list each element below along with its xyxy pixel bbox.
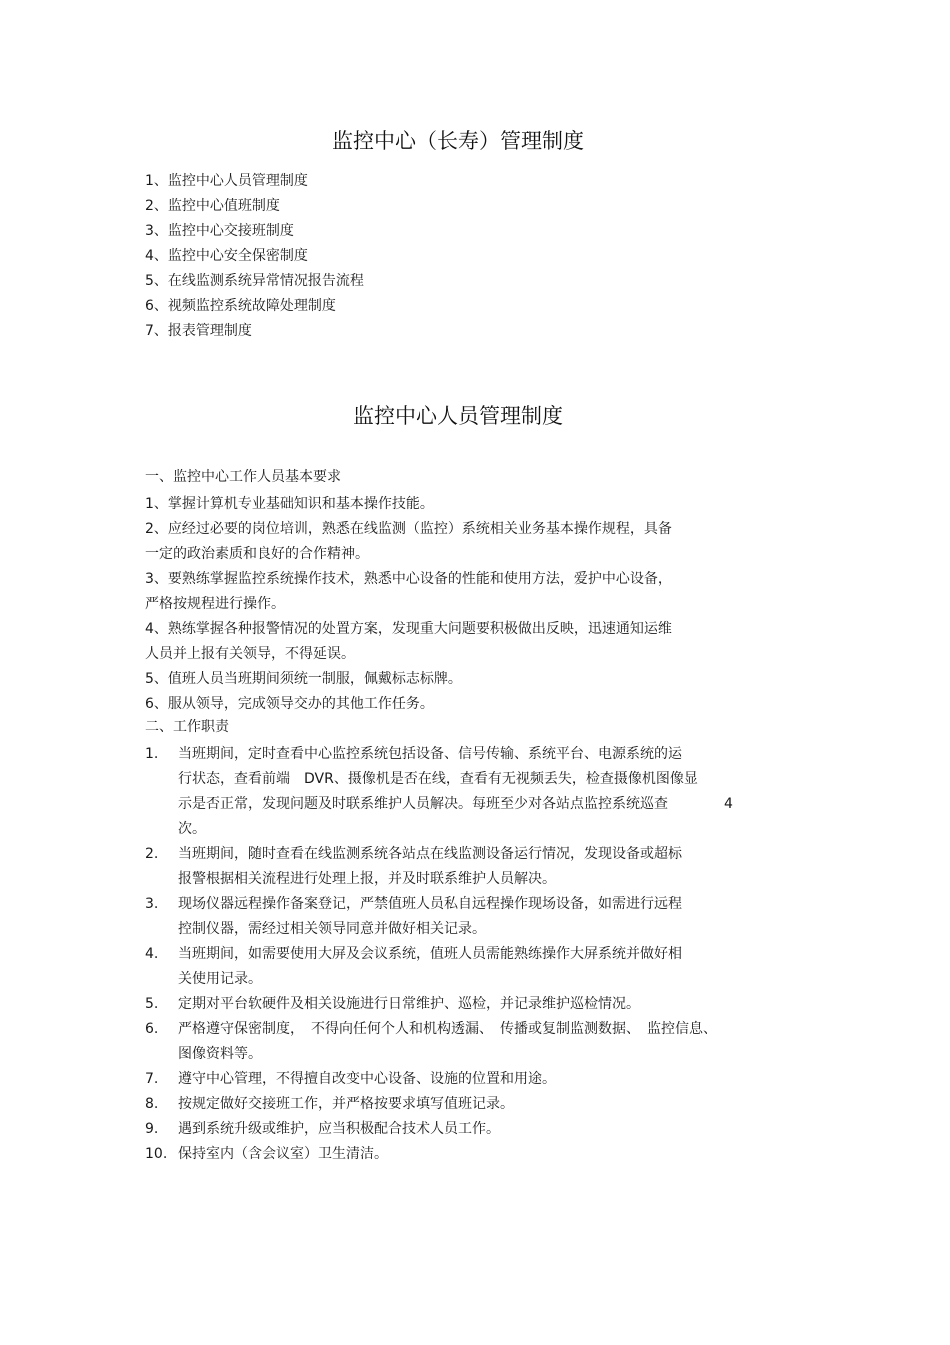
duty-number: 6. (145, 1021, 159, 1037)
document-title: 监控中心（长寿）管理制度 (332, 129, 584, 153)
duty-line: 定期对平台软硬件及相关设施进行日常维护、巡检，并记录维护巡检情况。 (178, 996, 640, 1012)
duty-number: 4. (145, 946, 159, 962)
requirement-line: 1、掌握计算机专业基础知识和基本操作技能。 (145, 496, 434, 512)
duty-line: 现场仪器远程操作备案登记，严禁值班人员私自远程操作现场设备，如需进行远程 (178, 896, 682, 912)
duty-number: 1. (145, 746, 159, 762)
duty-line: 遵守中心管理，不得擅自改变中心设备、设施的位置和用途。 (178, 1071, 556, 1087)
requirement-line: 3、要熟练掌握监控系统操作技术，熟悉中心设备的性能和使用方法，爱护中心设备， (145, 571, 672, 587)
requirement-line: 2、应经过必要的岗位培训，熟悉在线监测（监控）系统相关业务基本操作规程，具备 (145, 521, 672, 537)
duty-line: 当班期间，定时查看中心监控系统包括设备、信号传输、系统平台、电源系统的运 (178, 746, 682, 762)
duty-line: 次。 (178, 821, 206, 837)
duties-list (145, 742, 815, 1167)
duty-line: 按规定做好交接班工作，并严格按要求填写值班记录。 (178, 1096, 514, 1112)
duty-item (145, 842, 815, 892)
duty-number: 10. (145, 1146, 168, 1162)
table-of-contents (145, 170, 364, 345)
toc-item: 3、监控中心交接班制度 (145, 223, 294, 239)
duty-item (145, 1117, 815, 1142)
duty-item (145, 1092, 815, 1117)
duty-number: 3. (145, 896, 159, 912)
duty-item (145, 942, 815, 992)
requirement-item (145, 617, 745, 667)
duty-number: 5. (145, 996, 159, 1012)
requirement-item (145, 492, 815, 517)
duty-number: 2. (145, 846, 159, 862)
duty-item (145, 992, 815, 1017)
duty-line: 报警根据相关流程进行处理上报，并及时联系维护人员解决。 (178, 871, 556, 887)
duty-line: 控制仪器，需经过相关领导同意并做好相关记录。 (178, 921, 486, 937)
requirement-item (145, 567, 745, 617)
requirement-line: 人员并上报有关领导，不得延误。 (145, 646, 355, 662)
toc-item: 6、视频监控系统故障处理制度 (145, 298, 336, 314)
section-body (145, 467, 815, 1167)
part2-heading: 二、工作职责 (145, 719, 229, 735)
duty-line: 关使用记录。 (178, 971, 262, 987)
requirement-line: 严格按规程进行操作。 (145, 596, 285, 612)
toc-item: 2、监控中心值班制度 (145, 198, 280, 214)
requirement-item (145, 517, 745, 567)
toc-item: 1、监控中心人员管理制度 (145, 173, 308, 189)
duty-number: 7. (145, 1071, 159, 1087)
duty-number: 8. (145, 1096, 159, 1112)
duty-line: 当班期间，如需要使用大屏及会议系统，值班人员需能熟练操作大屏系统并做好相 (178, 946, 682, 962)
duty-line: 遇到系统升级或维护，应当积极配合技术人员工作。 (178, 1121, 500, 1137)
duty-line: 行状态，查看前端 DVR、摄像机是否在线，查看有无视频丢失，检查摄像机图像显 (178, 771, 698, 787)
duty-item (145, 742, 815, 842)
duty-item (145, 892, 815, 942)
duty-line: 示是否正常，发现问题及时联系维护人员解决。每班至少对各站点监控系统巡查 4 (178, 796, 733, 812)
requirement-line: 4、熟练掌握各种报警情况的处置方案，发现重大问题要积极做出反映，迅速通知运维 (145, 621, 672, 637)
duty-line: 保持室内（含会议室）卫生清洁。 (178, 1146, 388, 1162)
part1-heading: 一、监控中心工作人员基本要求 (145, 469, 341, 485)
toc-item: 4、监控中心安全保密制度 (145, 248, 308, 264)
duty-line: 严格遵守保密制度， 不得向任何个人和机构透漏、 传播或复制监测数据、 监控信息、 (178, 1021, 717, 1037)
duty-item (145, 1142, 815, 1167)
duty-line: 当班期间，随时查看在线监测系统各站点在线监测设备运行情况，发现设备或超标 (178, 846, 682, 862)
duty-item (145, 1067, 815, 1092)
requirement-line: 6、服从领导，完成领导交办的其他工作任务。 (145, 696, 434, 712)
duty-item (145, 1017, 815, 1067)
toc-item: 7、报表管理制度 (145, 323, 252, 339)
requirement-item (145, 667, 815, 692)
duty-number: 9. (145, 1121, 159, 1137)
requirement-item (145, 692, 815, 717)
duty-line: 图像资料等。 (178, 1046, 262, 1062)
toc-item: 5、在线监测系统异常情况报告流程 (145, 273, 364, 289)
requirement-line: 5、值班人员当班期间须统一制服，佩戴标志标牌。 (145, 671, 462, 687)
requirement-line: 一定的政治素质和良好的合作精神。 (145, 546, 369, 562)
section-title: 监控中心人员管理制度 (353, 404, 563, 428)
